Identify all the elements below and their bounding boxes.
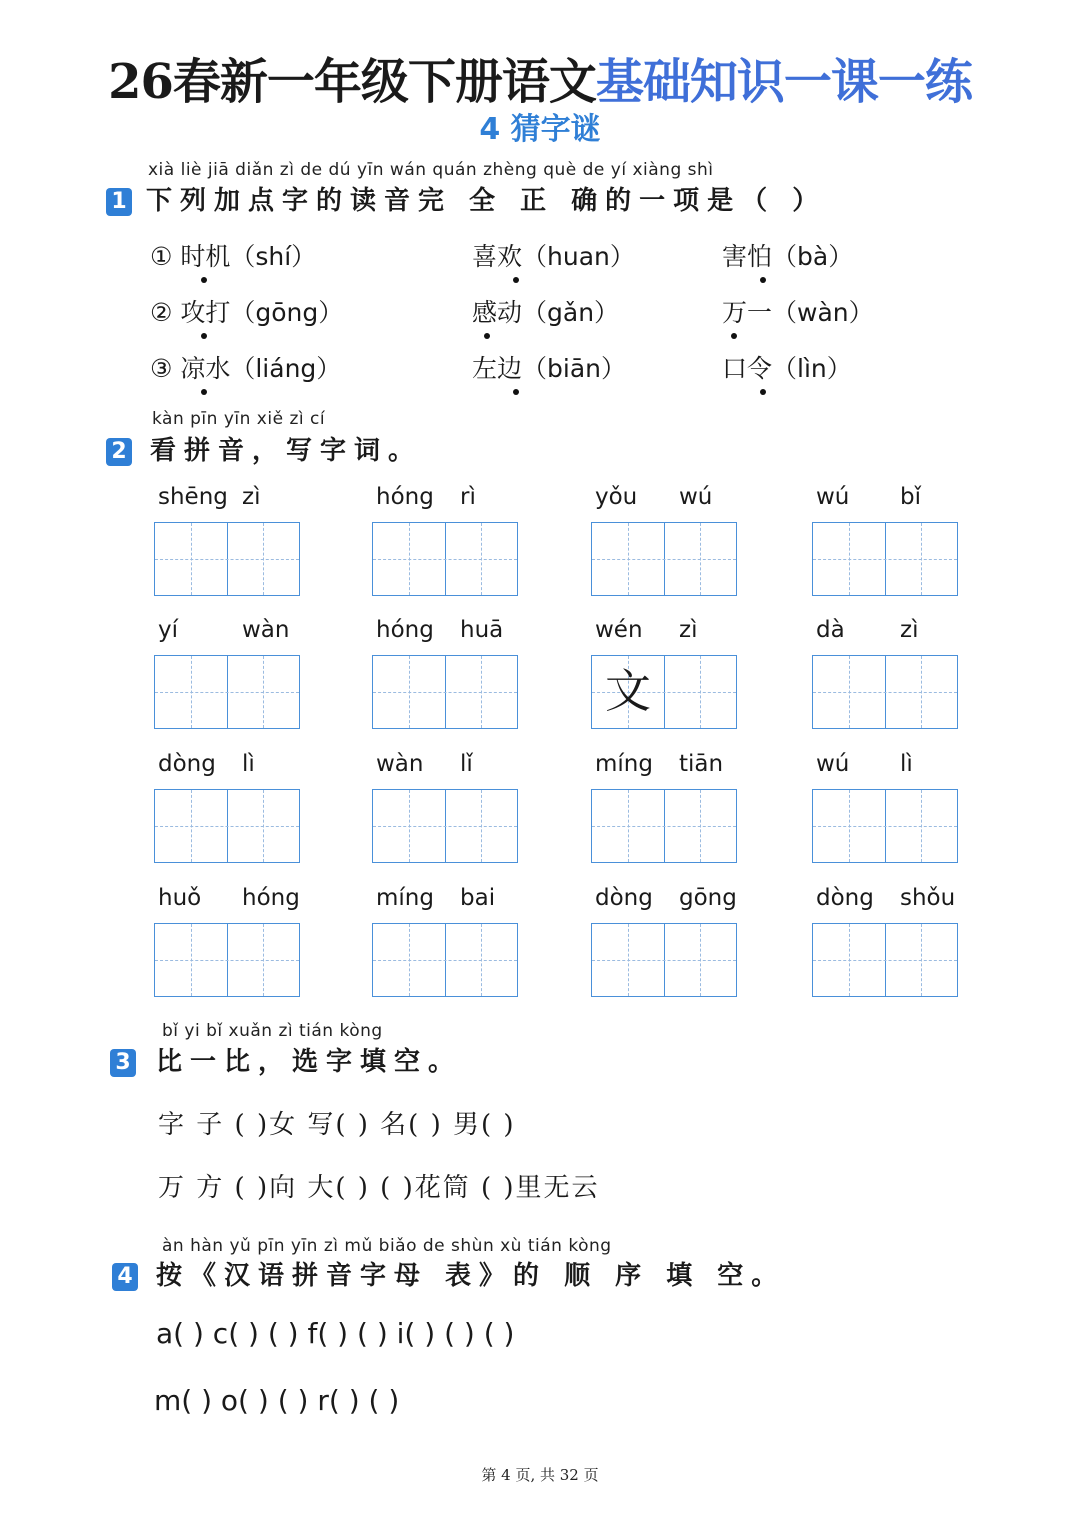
q2-number-badge: 2 [106, 438, 132, 466]
q3-line-2[interactable]: 万 方 ( )向 大( ) ( )花筒 ( )里无云 [158, 1173, 600, 1203]
grid-pinyin-2: bai [460, 885, 496, 911]
grid-pinyin-1: yǒu [595, 484, 638, 510]
grid-filled-char [592, 924, 664, 996]
grid-filled-char [813, 790, 885, 862]
grid-pinyin-2: wàn [242, 617, 290, 643]
writing-box[interactable] [372, 522, 518, 596]
grid-filled-char [155, 790, 227, 862]
grid-pinyin-2: rì [460, 484, 476, 510]
grid-pinyin-1: dà [816, 617, 845, 643]
emphasis-dot [201, 389, 207, 395]
grid-pinyin-2: zì [679, 617, 698, 643]
grid-pinyin-2: zì [242, 484, 261, 510]
emphasis-dot [731, 333, 737, 339]
grid-pinyin-1: yí [158, 617, 179, 643]
grid-pinyin-1: míng [376, 885, 434, 911]
emphasis-dot [760, 389, 766, 395]
grid-pinyin-1: dòng [816, 885, 874, 911]
title-blue: 基础知识一课一练 [595, 54, 972, 110]
grid-pinyin-1: wú [816, 751, 850, 777]
q3-pinyin: bǐ yi bǐ xuǎn zì tián kòng [162, 1021, 383, 1041]
q1-pinyin: xià liè jiā diǎn zì de dú yīn wán quán zhèng què de yí xiàng shì [148, 160, 714, 180]
writing-box[interactable] [812, 923, 958, 997]
grid-pinyin-1: míng [595, 751, 653, 777]
q1-option-1a: ① 时机（shí） [150, 242, 317, 271]
writing-box[interactable] [372, 923, 518, 997]
grid-filled-char [373, 790, 445, 862]
grid-filled-char [813, 924, 885, 996]
emphasis-dot [484, 333, 490, 339]
q1-number-badge: 1 [106, 188, 132, 216]
page-footer: 第 4 页, 共 32 页 [481, 1466, 599, 1484]
emphasis-dot [201, 333, 207, 339]
writing-box[interactable] [591, 789, 737, 863]
grid-filled-char [373, 656, 445, 728]
grid-filled-char: 文 [605, 664, 651, 718]
grid-pinyin-2: shǒu [900, 885, 956, 911]
grid-pinyin-2: tiān [679, 751, 724, 777]
q4-pinyin: àn hàn yǔ pīn yīn zì mǔ biǎo de shùn xù tián kòng [162, 1236, 612, 1256]
grid-pinyin-1: wén [595, 617, 643, 643]
writing-box[interactable] [812, 789, 958, 863]
writing-box[interactable] [812, 522, 958, 596]
q1-option-2c: 万一（wàn） [722, 298, 874, 327]
grid-pinyin-2: lì [242, 751, 255, 777]
emphasis-dot [201, 277, 207, 283]
q3-question: 比一比，选字填空。 [156, 1047, 463, 1077]
writing-box[interactable] [154, 789, 300, 863]
page-title [0, 50, 1080, 114]
emphasis-dot [760, 277, 766, 283]
grid-filled-char [592, 523, 664, 595]
q1-option-2a: ② 攻打（gōng） [150, 298, 344, 327]
q3-number-badge: 3 [110, 1049, 136, 1077]
q4-question: 按《汉语拼音字母 表》的 顺 序 填 空。 [156, 1261, 786, 1291]
grid-pinyin-2: huā [460, 617, 504, 643]
q1-option-2b: 感动（gǎn） [472, 298, 620, 327]
writing-box[interactable] [591, 522, 737, 596]
grid-pinyin-1: wú [816, 484, 850, 510]
q1-option-3a: ③ 凉水（liáng） [150, 354, 342, 383]
q4-line-1[interactable]: a( ) c( ) ( ) f( ) ( ) i( ) ( ) ( ) [156, 1317, 515, 1350]
grid-pinyin-1: wàn [376, 751, 424, 777]
q1-option-3b: 左边（biān） [472, 354, 626, 383]
grid-pinyin-2: lì [900, 751, 913, 777]
writing-box[interactable] [591, 655, 737, 729]
q1-option-3c: 口令（lìn） [722, 354, 852, 383]
lesson-title: 4 猜字谜 [479, 112, 601, 147]
grid-pinyin-1: hóng [376, 484, 434, 510]
q1-option-1c: 害怕（bà） [722, 242, 854, 271]
grid-filled-char [813, 656, 885, 728]
writing-box[interactable] [154, 522, 300, 596]
writing-box[interactable] [372, 655, 518, 729]
grid-pinyin-1: dòng [158, 751, 216, 777]
title-black: 26春新一年级下册语文 [108, 54, 596, 110]
grid-pinyin-2: wú [679, 484, 713, 510]
q3-line-1[interactable]: 字 子 ( )女 写( ) 名( ) 男( ) [158, 1110, 516, 1140]
writing-box[interactable] [154, 655, 300, 729]
grid-filled-char [155, 523, 227, 595]
grid-filled-char [373, 924, 445, 996]
q1-question: 下列加点字的读音完 全 正 确的一项是（ ） [146, 186, 827, 216]
q2-pinyin: kàn pīn yīn xiě zì cí [152, 409, 326, 429]
grid-pinyin-2: hóng [242, 885, 300, 911]
writing-box[interactable] [154, 923, 300, 997]
grid-pinyin-1: shēng [158, 484, 228, 510]
grid-pinyin-2: bǐ [900, 484, 921, 510]
q4-line-2[interactable]: m( ) o( ) ( ) r( ) ( ) [154, 1384, 400, 1417]
emphasis-dot [513, 389, 519, 395]
grid-pinyin-2: lǐ [460, 751, 473, 777]
grid-pinyin-2: gōng [679, 885, 737, 911]
grid-filled-char [155, 656, 227, 728]
grid-filled-char [813, 523, 885, 595]
grid-filled-char [155, 924, 227, 996]
writing-box[interactable] [591, 923, 737, 997]
writing-box[interactable] [372, 789, 518, 863]
grid-filled-char [592, 790, 664, 862]
grid-pinyin-1: dòng [595, 885, 653, 911]
q2-question: 看拼音，写字词。 [150, 436, 423, 466]
q1-option-1b: 喜欢（huan） [472, 242, 635, 271]
writing-box[interactable] [812, 655, 958, 729]
grid-pinyin-1: huǒ [158, 885, 202, 911]
grid-pinyin-2: zì [900, 617, 919, 643]
q4-number-badge: 4 [112, 1263, 138, 1291]
grid-pinyin-1: hóng [376, 617, 434, 643]
grid-filled-char [373, 523, 445, 595]
emphasis-dot [513, 277, 519, 283]
